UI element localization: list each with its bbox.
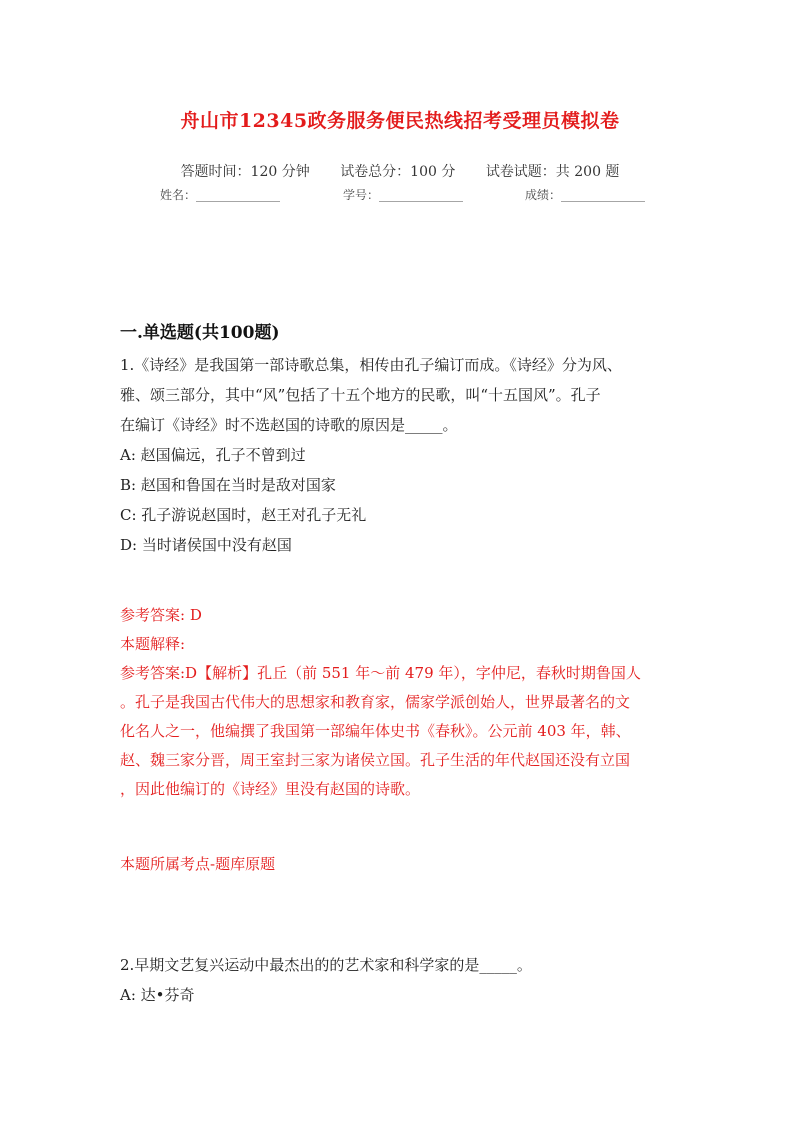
- question-2-option-a: A: 达•芬奇: [120, 986, 195, 1004]
- explanation-line-3: 化名人之一，他编撰了我国第一部编年体史书《春秋》。公元前 403 年，韩、: [120, 722, 631, 740]
- name-field: 姓名：______________: [160, 188, 281, 202]
- explanation-line-4: 赵、魏三家分晋，周王室封三家为诸侯立国。孔子生活的年代赵国还没有立国: [120, 751, 631, 769]
- exam-title: 舟山市12345政务服务便民热线招考受理员模拟卷: [180, 110, 620, 132]
- question-2-stem: 2.早期文艺复兴运动中最杰出的的艺术家和科学家的是_____。: [120, 956, 532, 974]
- question-1-line-1: 1.《诗经》是我国第一部诗歌总集，相传由孔子编订而成。《诗经》分为风、: [120, 356, 622, 374]
- student-id-field: 学号：______________: [343, 188, 464, 202]
- question-1-option-c: C: 孔子游说赵国时，赵王对孔子无礼: [120, 506, 367, 524]
- answer-time: 答题时间：120 分钟: [180, 164, 310, 180]
- explanation-line-2: 。孔子是我国古代伟大的思想家和教育家，儒家学派创始人，世界最著名的文: [120, 693, 631, 711]
- explanation-line-5: ，因此他编订的《诗经》里没有赵国的诗歌。: [120, 780, 421, 798]
- question-2: [120, 950, 680, 1010]
- question-1-line-3: 在编订《诗经》时不选赵国的诗歌的原因是_____。: [120, 416, 458, 434]
- question-1-option-b: B: 赵国和鲁国在当时是敌对国家: [120, 476, 336, 494]
- explanation-label: 本题解释:: [120, 635, 186, 653]
- section-heading: 一.单选题(共100题): [120, 323, 280, 343]
- question-1-answer-block: [120, 601, 690, 804]
- explanation-line-1: 参考答案:D【解析】孔丘（前 551 年～前 479 年），字仲尼，春秋时期鲁国人: [120, 664, 641, 682]
- exam-meta: [0, 161, 800, 181]
- question-1-option-d: D: 当时诸侯国中没有赵国: [120, 536, 292, 554]
- total-score: 试卷总分：100 分: [340, 164, 456, 180]
- question-1-option-a: A: 赵国偏远，孔子不曾到过: [120, 446, 306, 464]
- question-1: [120, 350, 680, 560]
- question-1-line-2: 雅、颂三部分，其中“风”包括了十五个地方的民歌，叫“十五国风”。孔子: [120, 386, 601, 404]
- score-field: 成绩：______________: [525, 188, 646, 202]
- question-count: 试卷试题：共 200 题: [485, 164, 620, 180]
- reference-answer: 参考答案: D: [120, 606, 202, 624]
- knowledge-point: 本题所属考点-题库原题: [120, 855, 276, 873]
